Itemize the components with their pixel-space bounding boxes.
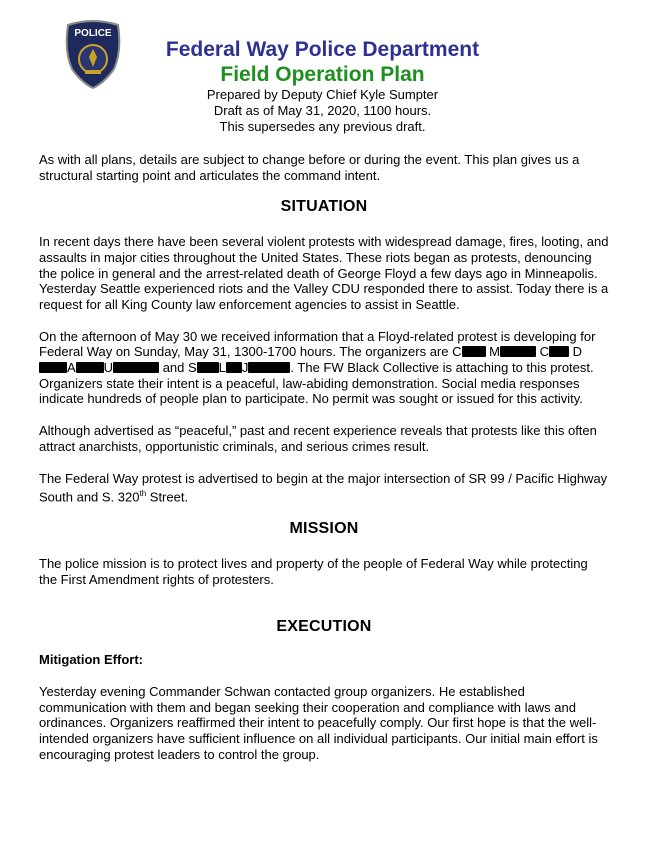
supersedes-note: This supersedes any previous draft.	[219, 119, 426, 134]
document-header	[140, 37, 505, 135]
redaction	[500, 346, 536, 357]
situation-paragraph-2: On the afternoon of May 30 we received information that a Floyd-related protest is developing for Federal Way on Sunday, May 31, 1300-1700 hours. The organizers are C M C DA U and S L J . The FW Black Collective is attaching to this protest. Organizers state their intent is a peaceful, law-abiding demonstration. Social media responses indicate hundreds of people plan to participate. No permit was sought or issued for this activity.	[39, 328, 596, 407]
org-name: Federal Way Police Department	[165, 38, 480, 61]
mission-heading: MISSION	[289, 520, 359, 538]
redaction	[248, 362, 290, 373]
intro-paragraph: As with all plans, details are subject to change before or during the event. This plan gives us a structural starting point and articulates the command intent.	[39, 152, 580, 183]
prepared-by: Prepared by Deputy Chief Kyle Sumpter	[206, 87, 439, 102]
badge-text: POLICE	[74, 28, 112, 39]
mission-paragraph: The police mission is to protect lives and property of the people of Federal Way while protecting the First Amendment rights of protesters.	[39, 555, 588, 587]
redaction	[549, 346, 569, 357]
situation-paragraph-4: The Federal Way protest is advertised to begin at the major intersection of SR 99 / Pacific Highway South and S. 320th Street.	[39, 470, 608, 505]
redaction	[197, 362, 219, 373]
redaction	[39, 362, 67, 373]
situation-paragraph-3: Although advertised as “peaceful,” past and recent experience reveals that protests like this often attract anarchists, opportunistic criminals, and serious crimes result.	[39, 423, 597, 454]
redaction	[113, 362, 159, 373]
police-badge-logo	[62, 17, 124, 89]
redaction	[462, 346, 486, 357]
execution-paragraph: Yesterday evening Commander Schwan contacted group organizers. He established communication with them and began seeking their cooperation and compliance with laws and ordinances. Organizers reaffirmed their intent to peacefully comply. Our first hope is that the well-intended organizers have sufficient influence on all individual participants. Our initial main effort is encouraging protest leaders to control the group.	[39, 683, 598, 762]
execution-heading: EXECUTION	[276, 618, 372, 636]
situation-heading: SITUATION	[280, 198, 368, 216]
plan-title: Field Operation Plan	[220, 63, 425, 86]
redaction	[226, 362, 242, 373]
draft-date: Draft as of May 31, 2020, 1100 hours.	[213, 103, 432, 118]
document-body	[39, 152, 609, 778]
situation-paragraph-1: In recent days there have been several violent protests with widespread damage, fires, looting, and assaults in major cities throughout the United States. These riots began as protests, denouncing the police in general and the arrest-related death of George Floyd a few days ago in Minneapolis. Yesterday Seattle experienced riots and the Valley CDU responded there to assist. Today there is a request for all King County law enforcement agencies to assist in Seattle.	[39, 234, 609, 312]
redaction	[76, 362, 104, 373]
mitigation-subheading: Mitigation Effort:	[39, 652, 143, 668]
